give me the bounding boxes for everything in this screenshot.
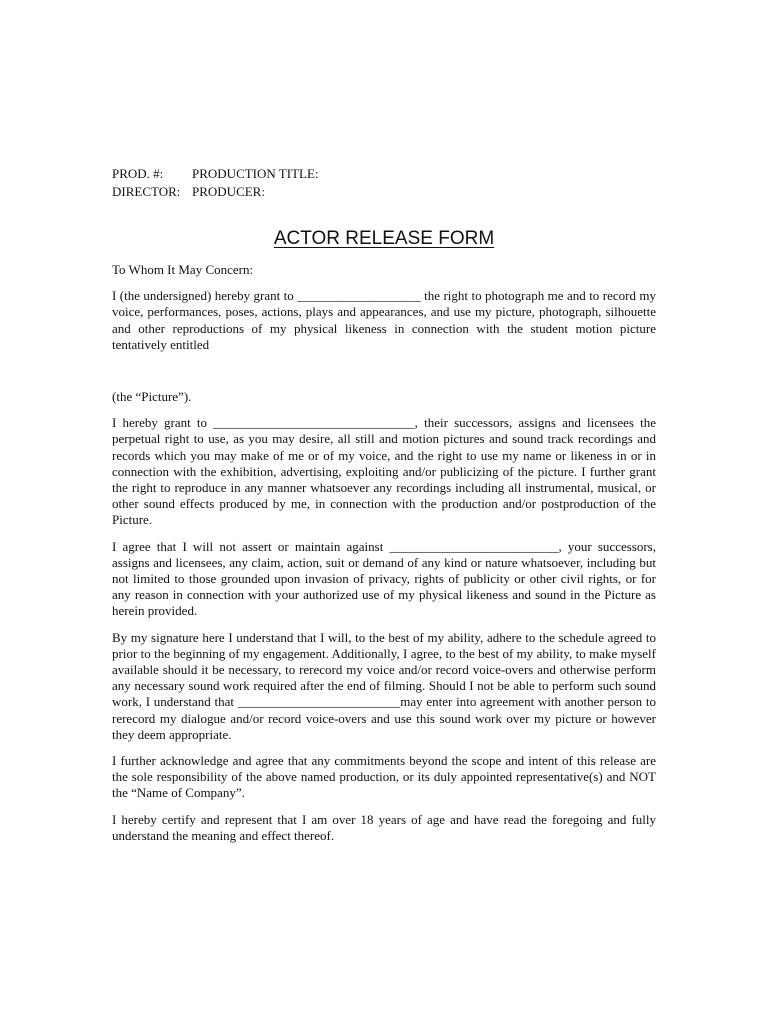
salutation: To Whom It May Concern: [112,262,254,277]
release-body [112,262,656,854]
availability-paragraph: By my signature here I understand that I will, to the best of my ability, adhere to the schedule agreed to prior to the beginning of my engagement. Additionally, I agree, to the best of my ability, to make myself available should it be necessary, to rerecord my voice and/or record voice-overs and otherwise perform any necessary sound work required after the end of filming. Should I not be able to perform such sound work, I understand that _________________________may enter into agreement with another person to rerecord my dialogue and/or record voice-overs and use this sound work over my picture or however they deem appropriate. [112,629,656,742]
rights-paragraph: I hereby grant to _______________________________, their successors, assigns and licensees the perpetual right to use, as you may desire, all still and motion pictures and sound track recordings and records which you may make of me or of my voice, and the right to use my name or likeness in or in connection with the exhibition, advertising, exploiting and/or publicizing of the picture. I further grant the right to reproduce in any manner whatsoever any recordings including all instrumental, musical, or other sound effects produced by me, in connection with the production and/or postproduction of the Picture. [112,415,656,528]
director-label: DIRECTOR: [112,184,181,199]
producer-label: PRODUCER: [192,184,265,199]
production-header [112,165,319,201]
header-row-director [112,183,319,201]
form-title [112,226,656,252]
production-title-label: PRODUCTION TITLE: [192,166,319,181]
prod-number-label: PROD. #: [112,166,164,181]
form-title-text: ACTOR RELEASE FORM [273,228,495,249]
age-certification-paragraph: I hereby certify and represent that I am over 18 years of age and have read the foregoing and fully understand the meaning and effect thereof. [112,811,656,843]
header-row-prod [112,165,319,183]
waiver-paragraph: I agree that I will not assert or maintain against __________________________, your successors, assigns and licensees, any claim, action, suit or demand of any kind or nature whatsoever, including but not limited to those grounded upon invasion of privacy, rights of publicity or other civil rights, or for any reason in connection with your authorized use of my physical likeness and sound in the Picture as herein provided. [112,538,656,619]
acknowledgement-paragraph: I further acknowledge and agree that any commitments beyond the scope and intent of this release are the sole responsibility of the above named production, or its duly appointed representative(s) and NOT the “Name of Company”. [112,753,656,801]
grant-paragraph: I (the undersigned) hereby grant to ___________________ the right to photograph me and to record my voice, performances, poses, actions, plays and appearances, and use my picture, photograph, silhouette and other reproductions of my physical likeness in connection with the student motion picture tentatively entitled [112,288,656,352]
picture-definition: (the “Picture”). [112,389,192,405]
